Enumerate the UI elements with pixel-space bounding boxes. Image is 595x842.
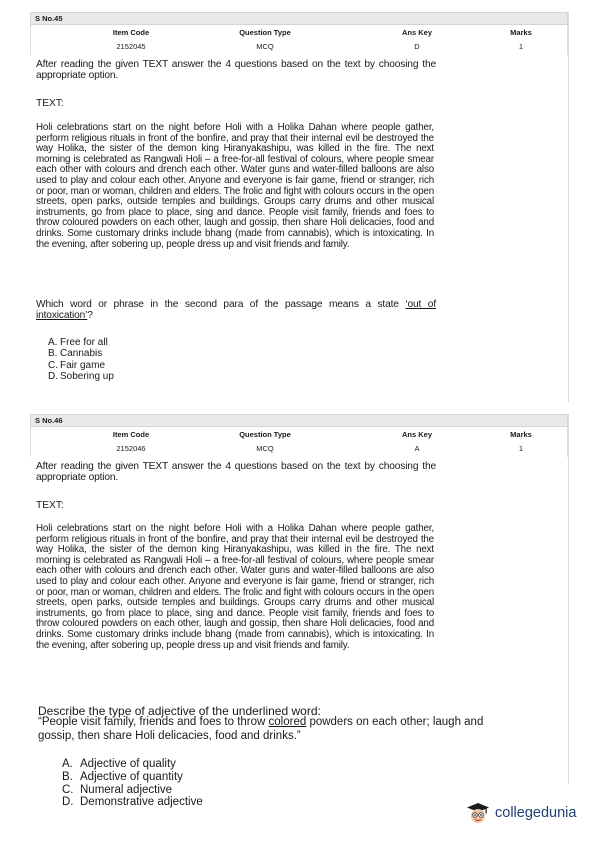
instruction-text: After reading the given TEXT answer the 4 questions based on the text by choosing the appropriate option. — [36, 59, 436, 81]
option-d[interactable]: D. Demonstrative adjective — [62, 796, 203, 809]
serial-number: S No.45 — [35, 14, 63, 23]
item-code-header: Item Code — [112, 430, 150, 439]
option-d[interactable]: D. Sobering up — [48, 370, 114, 382]
passage-text: Holi celebrations start on the night before Holi with a Holika Dahan where people gather, perform religious rituals in front of the bonfire, and pray that their internal evil be destroyed the way Holika, the sister of the demon king Hiranyakashipu, was killed in the fire. The next morning is celebrated as Rangwali Holi – a free-for-all festival of colours, where people smear each other with colours and drench each other. Water guns and water-filled balloons are also used to play and colour each other. Anyone and everyone is fair game, friend or stranger, rich or poor, man or woman, children and elders. The frolic and fight with colours occurs in the open streets, open parks, outside temples and buildings. Groups carry drums and other musical instruments, go from place to place, sing and dance. People visit family, friends and foes to throw coloured powders on each other, laugh and gossip, then share Holi delicacies, food and drinks. Some customary drinks include bhang (made from cannabis), which is intoxicating. In the evening, after sobering up, people dress up and visit friends and family. — [36, 523, 434, 651]
marks-header: Marks — [510, 430, 532, 439]
options-list — [62, 758, 203, 809]
item-code-header: Item Code — [112, 28, 150, 37]
collegedunia-logo — [466, 800, 576, 826]
instruction-text: After reading the given TEXT answer the 4 questions based on the text by choosing the appropriate option. — [36, 461, 436, 483]
question-meta-table — [30, 25, 568, 55]
option-c[interactable]: C. Numeral adjective — [62, 783, 173, 796]
ans-key-value: D — [414, 42, 420, 51]
option-b[interactable]: B. Cannabis — [48, 348, 103, 360]
ans-key-header: Ans Key — [401, 28, 432, 37]
brand-name: collegedunia — [495, 805, 577, 821]
marks-value: 1 — [518, 42, 524, 51]
passage-text: Holi celebrations start on the night before Holi with a Holika Dahan where people gather, perform religious rituals in front of the bonfire, and pray that their internal evil be destroyed the way Holika, the sister of the demon king Hiranyakashipu, was killed in the fire. The next morning is celebrated as Rangwali Holi – a free-for-all festival of colours, where people smear each other with colours and drench each other. Water guns and water-filled balloons are also used to play and colour each other. Anyone and everyone is fair game, friend or stranger, rich or poor, man or woman, children and elders. The frolic and fight with colours occurs in the open streets, open parks, outside temples and buildings. Groups carry drums and other musical instruments, go from place to place, sing and dance. People visit family, friends and foes to throw coloured powders on each other, laugh and gossip, then share Holi delicacies, food and drinks. Some customary drinks include bhang (made from cannabis), which is intoxicating. In the evening, after sobering up, people dress up and visit friends and family. — [36, 122, 434, 250]
item-code-value: 2152045 — [116, 42, 146, 51]
graduate-mascot-icon — [466, 801, 490, 825]
quoted-sentence — [38, 716, 508, 743]
question-header-bar — [30, 414, 568, 427]
options-list — [48, 337, 114, 382]
text-label: TEXT: — [36, 500, 64, 511]
question-header-bar — [30, 12, 568, 25]
item-code-value: 2152046 — [116, 444, 146, 453]
question-type-value: MCQ — [256, 42, 274, 51]
marks-header: Marks — [510, 28, 532, 37]
page-border-right — [568, 12, 569, 402]
text-label: TEXT: — [36, 98, 64, 109]
ans-key-value: A — [414, 444, 420, 453]
underlined-phrase: ‘out of intoxication’ — [36, 299, 436, 321]
question-text-end: ? — [87, 310, 93, 321]
option-c[interactable]: C. Fair game — [48, 359, 106, 371]
quote-text-start: “People visit family, friends and foes to throw — [38, 716, 269, 728]
question-text: Describe the type of adjective of the underlined word: — [38, 704, 321, 718]
question-type-header: Question Type — [239, 28, 291, 37]
underlined-word: colored — [268, 716, 307, 728]
question-text-main: Which word or phrase in the second para of the passage means a state — [36, 299, 406, 310]
quote-text-end: powders on each other; laugh and gossip, then share Holi delicacies, food and drinks.” — [38, 716, 484, 742]
option-a[interactable]: A. Adjective of quality — [62, 758, 176, 770]
question-type-value: MCQ — [256, 444, 274, 453]
option-a[interactable]: A. Free for all — [48, 337, 108, 348]
question-meta-table — [30, 427, 568, 457]
question-text — [36, 299, 436, 321]
marks-value: 1 — [518, 444, 524, 453]
page-border-right — [568, 414, 569, 784]
ans-key-header: Ans Key — [401, 430, 432, 439]
question-type-header: Question Type — [239, 430, 291, 439]
serial-number: S No.46 — [35, 416, 63, 425]
option-b[interactable]: B. Adjective of quantity — [62, 770, 183, 783]
